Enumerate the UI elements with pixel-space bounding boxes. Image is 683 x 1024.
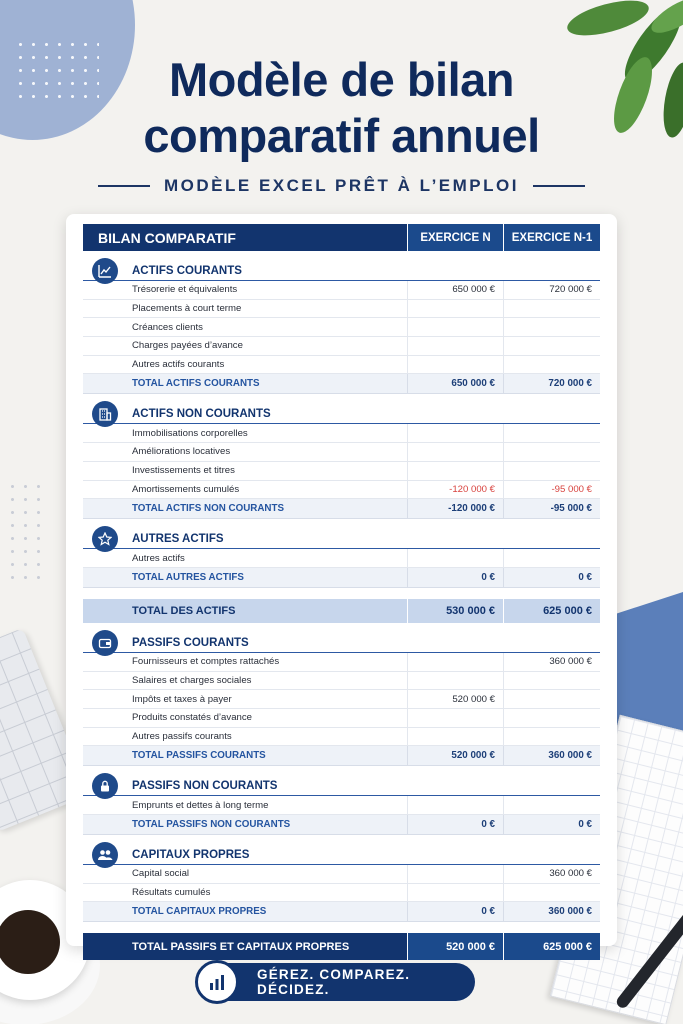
chart-line-icon — [92, 258, 118, 284]
table-row — [83, 796, 600, 815]
row-value-n — [407, 356, 503, 374]
spacer — [83, 922, 600, 933]
section-title: PASSIFS NON COURANTS — [132, 780, 278, 793]
section-autres-actifs — [83, 519, 600, 588]
section-header — [83, 251, 600, 281]
row-label: Créances clients — [132, 321, 203, 333]
section-title: ACTIFS NON COURANTS — [132, 408, 271, 421]
header-label: BILAN COMPARATIF — [83, 224, 407, 251]
section-title: PASSIFS COURANTS — [132, 636, 249, 649]
row-value-n — [407, 728, 503, 746]
subtitle-rule-right — [533, 185, 585, 187]
row-value-n — [407, 549, 503, 567]
row-label: Produits constatés d’avance — [132, 712, 252, 724]
table-row — [83, 865, 600, 884]
tagline-text: GÉREZ. COMPAREZ. DÉCIDEZ. — [257, 967, 411, 997]
row-value-n1 — [503, 728, 600, 746]
section-header — [83, 766, 600, 796]
grand-total-passifs-row — [83, 933, 600, 960]
subtitle: MODÈLE EXCEL PRÊT À L’EMPLOI — [164, 176, 519, 195]
table-row — [83, 318, 600, 337]
total-label: TOTAL PASSIFS NON COURANTS — [132, 819, 291, 830]
row-value-n1 — [503, 337, 600, 355]
page-title — [0, 52, 683, 164]
total-value-n1: 0 € — [503, 815, 600, 834]
decorative-dots-left — [6, 480, 46, 580]
row-value-n1: 360 000 € — [503, 653, 600, 671]
row-value-n1 — [503, 884, 600, 902]
section-title: ACTIFS COURANTS — [132, 265, 242, 277]
row-value-n — [407, 318, 503, 336]
row-value-n — [407, 796, 503, 814]
row-value-n — [407, 653, 503, 671]
header-col-n1: EXERCICE N-1 — [503, 224, 600, 251]
spacer — [83, 588, 600, 599]
grand-total-value-n1: 625 000 € — [503, 599, 600, 623]
table-row — [83, 549, 600, 568]
row-value-n1 — [503, 549, 600, 567]
row-label: Placements à court terme — [132, 303, 242, 315]
total-value-n: 520 000 € — [407, 746, 503, 765]
table-row — [83, 709, 600, 728]
table-row — [83, 884, 600, 903]
grand-total-label: TOTAL DES ACTIFS — [132, 604, 236, 617]
total-value-n1: -95 000 € — [503, 499, 600, 518]
row-value-n — [407, 337, 503, 355]
row-label: Charges payées d’avance — [132, 340, 243, 352]
section-header — [83, 835, 600, 865]
bar-chart-icon — [195, 960, 239, 1004]
table-row — [83, 462, 600, 481]
total-value-n: 0 € — [407, 902, 503, 921]
tagline-pill — [197, 963, 475, 1001]
total-value-n1: 720 000 € — [503, 374, 600, 393]
table-row — [83, 672, 600, 691]
row-label: Autres actifs courants — [132, 359, 225, 371]
building-icon — [92, 401, 118, 427]
balance-sheet-table — [83, 224, 600, 960]
table-row — [83, 481, 600, 500]
row-value-n1: -95 000 € — [503, 481, 600, 499]
total-label: TOTAL AUTRES ACTIFS — [132, 571, 244, 583]
total-value-n1: 360 000 € — [503, 746, 600, 765]
table-row — [83, 281, 600, 300]
row-value-n — [407, 865, 503, 883]
section-actifs-non-courants — [83, 394, 600, 519]
section-passifs-courants — [83, 623, 600, 766]
table-header — [83, 224, 600, 251]
section-actifs-courants — [83, 251, 600, 394]
section-total-row — [83, 568, 600, 588]
row-label: Trésorerie et équivalents — [132, 284, 238, 296]
section-total-row — [83, 374, 600, 394]
section-header — [83, 623, 600, 653]
row-value-n: 520 000 € — [407, 690, 503, 708]
total-value-n1: 360 000 € — [503, 902, 600, 921]
row-label: Fournisseurs et comptes rattachés — [132, 656, 280, 668]
table-row — [83, 728, 600, 747]
table-row — [83, 443, 600, 462]
row-value-n1 — [503, 672, 600, 690]
row-label: Investissements et titres — [132, 465, 235, 477]
star-icon — [92, 526, 118, 552]
row-label: Immobilisations corporelles — [132, 427, 248, 439]
grand-total-value-n: 530 000 € — [407, 599, 503, 623]
section-total-row — [83, 746, 600, 766]
row-value-n — [407, 300, 503, 318]
row-value-n — [407, 672, 503, 690]
table-row — [83, 690, 600, 709]
grand-total-actifs-row — [83, 599, 600, 623]
row-label: Salaires et charges sociales — [132, 674, 252, 686]
row-label: Impôts et taxes à payer — [132, 693, 232, 705]
row-value-n1 — [503, 300, 600, 318]
row-value-n1 — [503, 462, 600, 480]
row-value-n1 — [503, 709, 600, 727]
row-label: Capital social — [132, 868, 190, 880]
row-value-n: -120 000 € — [407, 481, 503, 499]
row-value-n1 — [503, 356, 600, 374]
title-line-1: Modèle de bilan — [168, 53, 515, 106]
table-row — [83, 337, 600, 356]
row-label: Emprunts et dettes à long terme — [132, 799, 269, 811]
wallet-icon — [92, 630, 118, 656]
total-value-n: -120 000 € — [407, 499, 503, 518]
total-value-n: 0 € — [407, 568, 503, 587]
row-label: Autres actifs — [132, 552, 185, 564]
row-value-n1 — [503, 318, 600, 336]
section-title: AUTRES ACTIFS — [132, 533, 224, 546]
section-capitaux-propres — [83, 835, 600, 922]
total-label: TOTAL ACTIFS COURANTS — [132, 378, 260, 390]
section-passifs-non-courants — [83, 766, 600, 835]
title-line-2: comparatif annuel — [143, 109, 540, 162]
row-label: Autres passifs courants — [132, 730, 232, 742]
section-total-row — [83, 902, 600, 922]
row-value-n — [407, 884, 503, 902]
subtitle-rule-left — [98, 185, 150, 187]
row-value-n — [407, 424, 503, 442]
row-value-n1: 720 000 € — [503, 281, 600, 299]
row-label: Amortissements cumulés — [132, 483, 240, 495]
section-header — [83, 519, 600, 549]
table-row — [83, 424, 600, 443]
row-label: Résultats cumulés — [132, 887, 211, 899]
subtitle-row — [0, 176, 683, 196]
row-value-n — [407, 709, 503, 727]
total-value-n: 650 000 € — [407, 374, 503, 393]
row-value-n — [407, 443, 503, 461]
section-total-row — [83, 499, 600, 519]
row-value-n — [407, 462, 503, 480]
total-value-n: 0 € — [407, 815, 503, 834]
lock-icon — [92, 773, 118, 799]
table-row — [83, 356, 600, 375]
total-value-n1: 0 € — [503, 568, 600, 587]
row-value-n1 — [503, 690, 600, 708]
table-row — [83, 300, 600, 319]
grand-total-value-n1: 625 000 € — [503, 933, 600, 960]
total-label: TOTAL ACTIFS NON COURANTS — [132, 503, 285, 515]
row-label: Améliorations locatives — [132, 446, 231, 458]
total-label: TOTAL PASSIFS COURANTS — [132, 750, 266, 762]
grand-total-value-n: 520 000 € — [407, 933, 503, 960]
section-header — [83, 394, 600, 424]
total-label: TOTAL CAPITAUX PROPRES — [132, 906, 267, 918]
grand-total-label: TOTAL PASSIFS ET CAPITAUX PROPRES — [132, 940, 350, 953]
people-icon — [92, 842, 118, 868]
table-row — [83, 653, 600, 672]
row-value-n1 — [503, 424, 600, 442]
row-value-n1 — [503, 443, 600, 461]
section-title: CAPITAUX PROPRES — [132, 849, 250, 861]
row-value-n1: 360 000 € — [503, 865, 600, 883]
row-value-n: 650 000 € — [407, 281, 503, 299]
header-col-n: EXERCICE N — [407, 224, 503, 251]
section-total-row — [83, 815, 600, 835]
row-value-n1 — [503, 796, 600, 814]
